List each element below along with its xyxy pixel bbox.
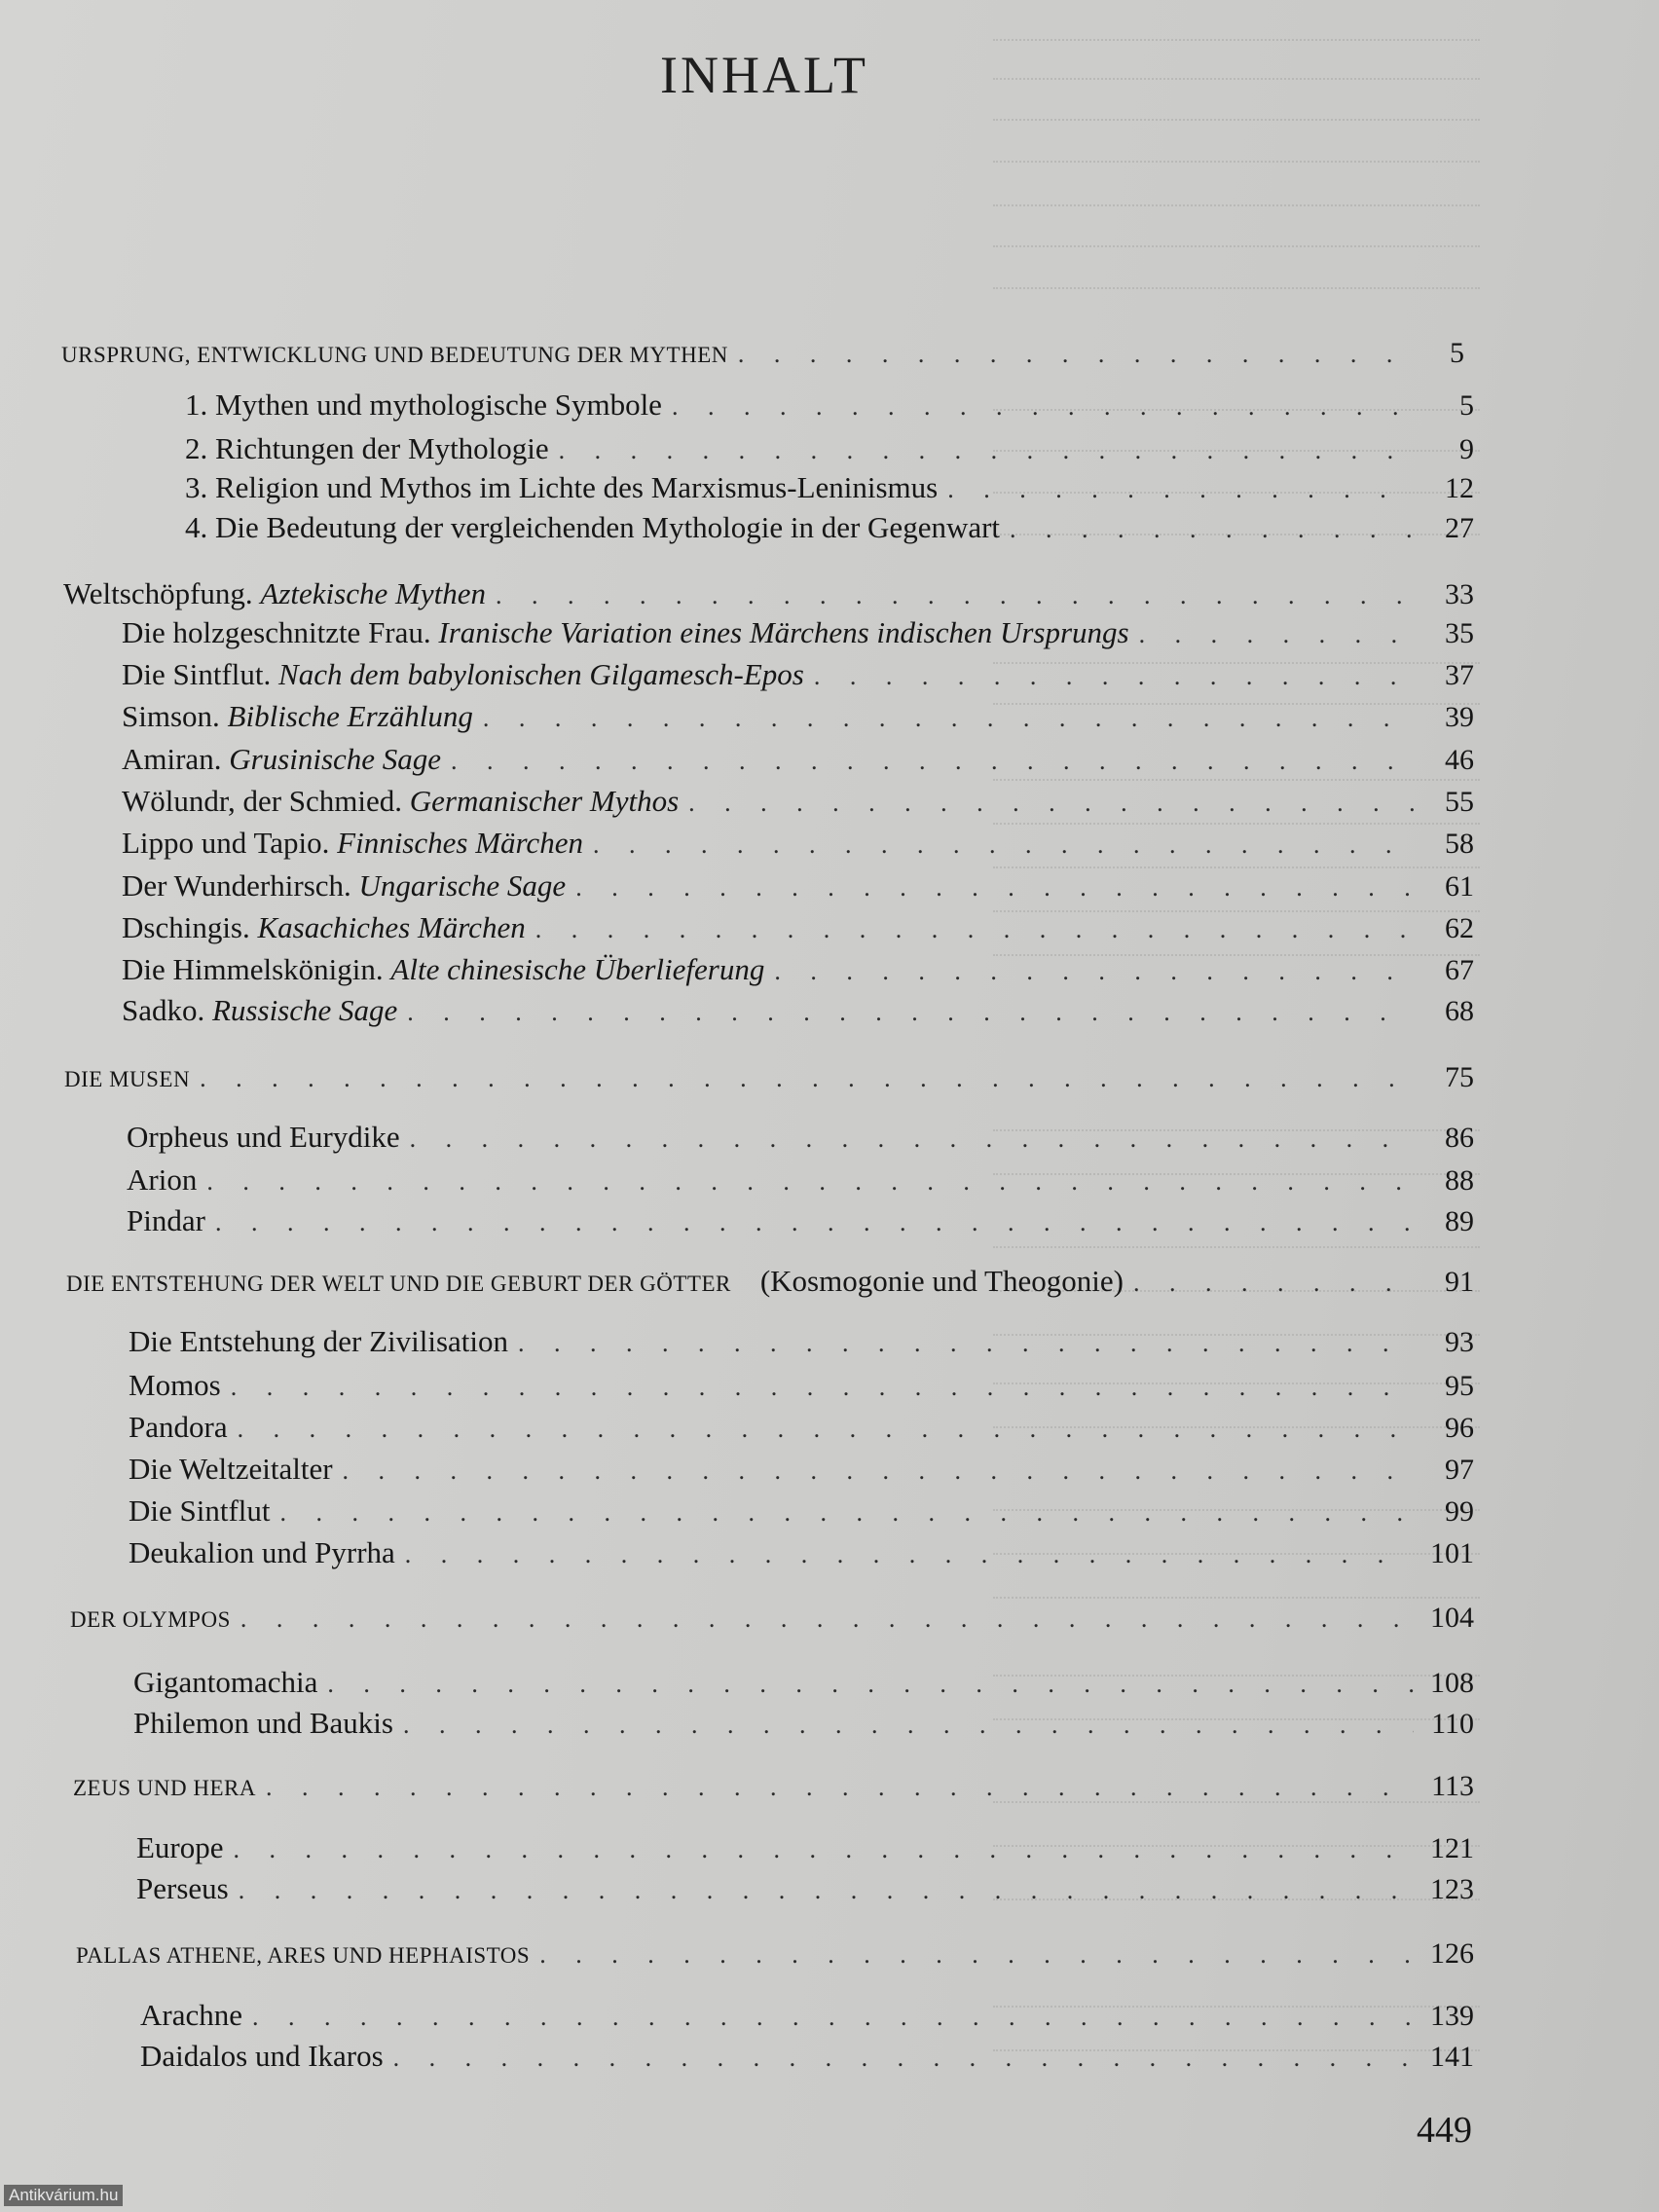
toc-entry[interactable] [127, 1120, 1474, 1155]
entry-label: ZEUS UND HERA [73, 1776, 256, 1800]
toc-entry[interactable] [122, 699, 1474, 734]
entry-label: Weltschöpfung. Aztekische Mythen [63, 576, 486, 610]
entry-label: Momos [129, 1368, 221, 1402]
entry-label: Die Entstehung der Zivilisation [129, 1324, 509, 1358]
entry-label: Amiran. Grusinische Sage [122, 742, 442, 776]
toc-entry[interactable] [70, 1602, 1474, 1635]
toc-entry[interactable] [185, 510, 1474, 545]
toc-entry[interactable] [122, 910, 1474, 945]
entry-page: 12 [1445, 472, 1474, 504]
entry-page: 95 [1445, 1370, 1474, 1402]
leader-dots [947, 475, 1414, 504]
entry-page: 139 [1430, 2000, 1474, 2032]
entry-page: 5 [1459, 389, 1474, 422]
leader-dots [231, 1373, 1414, 1402]
entry-page: 39 [1445, 701, 1474, 733]
toc-entry[interactable] [122, 952, 1474, 987]
entry-label: Die Sintflut [129, 1493, 271, 1528]
title-text: INHALT [660, 46, 868, 104]
watermark: Antikvárium.hu [4, 2185, 123, 2206]
entry-label: Die Sintflut. Nach dem babylonischen Gilgamesch-Epos [122, 657, 804, 691]
entry-page: 62 [1445, 912, 1474, 944]
entry-page: 97 [1445, 1454, 1474, 1486]
toc-entry[interactable] [185, 387, 1474, 423]
entry-label: Gigantomachia [133, 1665, 318, 1699]
leader-dots [672, 392, 1414, 422]
entry-page: 91 [1445, 1266, 1474, 1298]
leader-dots [343, 1456, 1414, 1486]
entry-label: Philemon und Baukis [133, 1706, 393, 1740]
entry-label: Daidalos und Ikaros [140, 2039, 384, 2073]
leader-dots [252, 2003, 1414, 2032]
entry-label: Der Wunderhirsch. Ungarische Sage [122, 868, 567, 903]
entry-label: 2. Richtungen der Mythologie [185, 431, 549, 465]
entry-page: 58 [1445, 828, 1474, 860]
toc-entry[interactable] [63, 576, 1474, 611]
leader-dots [215, 1208, 1414, 1237]
entry-page: 126 [1430, 1937, 1474, 1970]
toc-entry[interactable] [129, 1452, 1474, 1487]
leader-dots [1010, 515, 1414, 544]
toc-entry[interactable] [129, 1535, 1474, 1570]
entry-page: 33 [1445, 578, 1474, 610]
toc-entry[interactable] [122, 868, 1474, 903]
toc-entry[interactable] [73, 1770, 1474, 1803]
entry-page: 86 [1445, 1122, 1474, 1154]
toc-entry[interactable] [185, 470, 1474, 505]
entry-page: 35 [1445, 617, 1474, 649]
leader-dots [280, 1498, 1414, 1528]
entry-page: 67 [1445, 954, 1474, 986]
entry-page: 108 [1430, 1667, 1474, 1699]
toc-entry[interactable] [127, 1203, 1474, 1238]
entry-page: 141 [1430, 2041, 1474, 2073]
toc-entry[interactable] [76, 1937, 1474, 1971]
entry-label: Die holzgeschnitzte Frau. Iranische Variation eines Märchens indischen Ursprungs [122, 615, 1129, 649]
entry-page: 9 [1459, 433, 1474, 465]
toc-entry[interactable] [61, 337, 1464, 370]
entry-label: URSPRUNG, ENTWICKLUNG UND BEDEUTUNG DER MYTHEN [61, 343, 728, 367]
toc-entry[interactable] [129, 1410, 1474, 1445]
leader-dots [559, 436, 1414, 465]
leader-dots [496, 581, 1414, 610]
leader-dots [410, 1124, 1414, 1154]
toc-entry[interactable] [140, 1998, 1474, 2033]
entry-label: 3. Religion und Mythos im Lichte des Marxismus-Leninismus [185, 470, 939, 504]
toc-entry[interactable] [129, 1324, 1474, 1359]
entry-page: 96 [1445, 1412, 1474, 1444]
leader-dots [575, 873, 1414, 903]
leader-dots [738, 340, 1404, 369]
entry-label: PALLAS ATHENE, ARES UND HEPHAISTOS [76, 1943, 531, 1968]
entry-page: 68 [1445, 995, 1474, 1027]
entry-page: 37 [1445, 659, 1474, 691]
entry-label: Dschingis. Kasachiches Märchen [122, 910, 526, 944]
entry-label: Perseus [136, 1871, 229, 1905]
entry-label: Europe [136, 1830, 224, 1864]
entry-page: 101 [1430, 1537, 1474, 1569]
leader-dots [240, 1604, 1414, 1634]
entry-page: 88 [1445, 1164, 1474, 1197]
leader-dots [1133, 1269, 1414, 1298]
leader-dots [238, 1415, 1414, 1444]
entry-page: 27 [1445, 512, 1474, 544]
entry-label: Sadko. Russische Sage [122, 993, 398, 1027]
leader-dots [593, 830, 1414, 860]
entry-page: 5 [1450, 337, 1464, 369]
entry-label: DIE ENTSTEHUNG DER WELT UND DIE GEBURT DER GÖTTER [66, 1272, 731, 1296]
leader-dots [234, 1835, 1414, 1864]
toc-entry[interactable] [136, 1830, 1474, 1865]
entry-page: 123 [1430, 1873, 1474, 1905]
entry-label: Lippo und Tapio. Finnisches Märchen [122, 826, 583, 860]
toc-entry[interactable] [136, 1871, 1474, 1906]
entry-page: 99 [1445, 1495, 1474, 1528]
toc-entry[interactable] [64, 1061, 1474, 1094]
entry-page: 55 [1445, 786, 1474, 818]
entry-page: 61 [1445, 870, 1474, 903]
leader-dots [1139, 620, 1414, 649]
toc-entry[interactable] [122, 657, 1474, 692]
toc-entry[interactable] [122, 826, 1474, 861]
entry-page: 93 [1445, 1326, 1474, 1358]
leader-dots [266, 1773, 1414, 1802]
entry-page: 89 [1445, 1205, 1474, 1237]
leader-dots [814, 662, 1414, 691]
entry-label: Wölundr, der Schmied. Germanischer Mythos [122, 784, 680, 818]
entry-page: 75 [1445, 1061, 1474, 1093]
leader-dots [407, 998, 1414, 1027]
entry-page: 110 [1431, 1708, 1474, 1740]
entry-label: DER OLYMPOS [70, 1607, 231, 1632]
entry-label: Deukalion und Pyrrha [129, 1535, 395, 1569]
entry-label: DIE MUSEN [64, 1067, 191, 1091]
entry-label: Arion [127, 1162, 198, 1197]
entry-page: 121 [1430, 1832, 1474, 1864]
entry-label: Simson. Biblische Erzählung [122, 699, 473, 733]
entry-label: 1. Mythen und mythologische Symbole [185, 387, 662, 422]
toc-entry[interactable] [122, 615, 1474, 650]
leader-dots [539, 1940, 1414, 1970]
leader-dots [239, 1876, 1414, 1905]
entry-page: 113 [1431, 1770, 1474, 1802]
toc-entry[interactable] [127, 1162, 1474, 1198]
toc-entry[interactable] [185, 431, 1474, 466]
entry-label: Die Himmelskönigin. Alte chinesische Überlieferung [122, 952, 765, 986]
toc-entry[interactable] [66, 1264, 1474, 1299]
page-number: 449 [1417, 2110, 1472, 2151]
leader-dots [206, 1167, 1414, 1197]
entry-page: 46 [1445, 744, 1474, 776]
entry-label: Arachne [140, 1998, 242, 2032]
entry-page: 104 [1430, 1602, 1474, 1634]
toc-entry[interactable] [122, 784, 1474, 819]
entry-label: Die Weltzeitalter [129, 1452, 333, 1486]
leader-dots [327, 1670, 1414, 1699]
toc-entry[interactable] [122, 742, 1474, 777]
leader-dots [393, 2044, 1414, 2073]
leader-dots [403, 1711, 1414, 1740]
toc-entry[interactable] [140, 2039, 1474, 2074]
leader-dots [451, 747, 1414, 776]
leader-dots [774, 957, 1414, 986]
leader-dots [200, 1064, 1414, 1093]
entry-label: Pindar [127, 1203, 205, 1237]
entry-extra: (Kosmogonie und Theogonie) [759, 1264, 1124, 1298]
toc-entry[interactable] [129, 1493, 1474, 1529]
toc-entry[interactable] [133, 1706, 1474, 1741]
leader-dots [405, 1540, 1414, 1569]
leader-dots [535, 915, 1414, 944]
leader-dots [518, 1329, 1414, 1358]
entry-label: 4. Die Bedeutung der vergleichenden Mythologie in der Gegenwart [185, 510, 1001, 544]
toc-entry[interactable] [133, 1665, 1474, 1700]
toc-entry[interactable] [129, 1368, 1474, 1403]
leader-dots [688, 789, 1414, 818]
toc-entry[interactable] [122, 993, 1474, 1028]
entry-label: Orpheus und Eurydike [127, 1120, 400, 1154]
leader-dots [483, 704, 1414, 733]
entry-label: Pandora [129, 1410, 228, 1444]
